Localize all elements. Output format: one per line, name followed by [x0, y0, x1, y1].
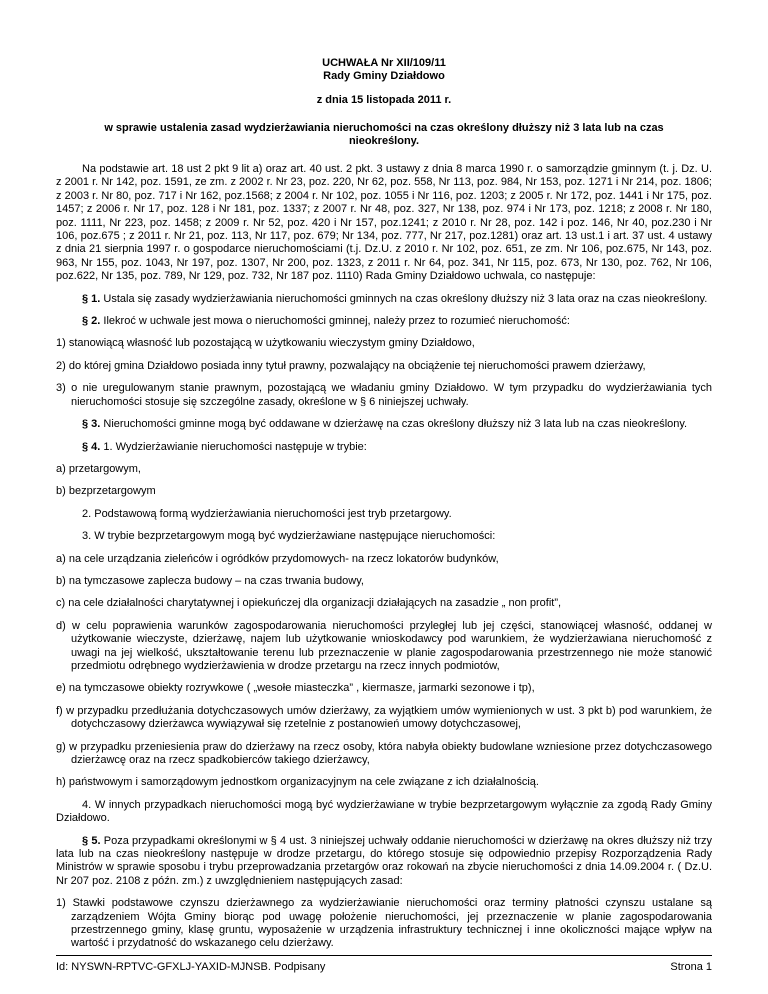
- list-item: a) na cele urządzania zieleńców i ogródków przydomowych- na rzecz lokatorów budynków,: [56, 552, 499, 565]
- council-name: Rady Gminy Działdowo: [323, 70, 445, 82]
- section-label: § 3.: [82, 418, 101, 431]
- resolution-date: z dnia 15 listopada 2011 r.: [316, 94, 452, 106]
- list-item: g) w przypadku przeniesienia praw do dzierżawy na rzecz osoby, która nabyła obiekty budowlane wzniesione przez dotychczasowego dzierżawcę oraz na rzecz spadkobierców takiego dzierżawcy,: [56, 740, 712, 766]
- section-text: Nieruchomości gminne mogą być oddawane w dzierżawę na czas określony dłuższy niż 3 lata lub na czas nieokreślony.: [100, 418, 688, 431]
- paragraph: 4. W innych przypadkach nieruchomości mogą być wydzierżawiane w trybie bezprzetargowym wyłącznie za zgodą Rady Gminy Działdowo.: [56, 798, 712, 825]
- page-number: Strona 1: [670, 961, 712, 973]
- paragraph: 3. W trybie bezprzetargowym mogą być wydzierżawiane następujące nieruchomości:: [82, 530, 496, 543]
- list-item: b) bezprzetargowym: [56, 485, 156, 498]
- list-item: b) na tymczasowe zaplecza budowy – na czas trwania budowy,: [56, 574, 364, 587]
- list-item: e) na tymczasowe obiekty rozrywkowe ( „wesołe miasteczka” , kiermasze, jarmarki sezonowe i tp),: [56, 682, 535, 695]
- resolution-title: UCHWAŁA Nr XII/109/11: [322, 57, 446, 69]
- list-item: 1) stanowiącą własność lub pozostającą w użytkowaniu wieczystym gminy Działdowo,: [56, 337, 475, 350]
- list-item: 3) o nie uregulowanym stanie prawnym, pozostającą we władaniu gminy Działdowo. W tym przypadku do wydzierżawiania tych nieruchomości stosuje się szczególne zasady, określone w § 6 niniejszej uchwały.: [56, 382, 712, 408]
- document-body: [56, 163, 712, 960]
- list-item: f) w przypadku przedłużania dotychczasowych umów dzierżawy, za wyjątkiem umów wymienionych w ust. 3 pkt b) pod warunkiem, że dotychczasowy dzierżawca wywiązywał się rzetelnie z postanowień umowy dotychczasowej,: [56, 704, 712, 731]
- section-label: § 1.: [82, 292, 101, 305]
- section-text: Poza przypadkami określonymi w § 4 ust. 3 niniejszej uchwały oddanie nieruchomości w dzierżawę na okres dłuższy niż trzy lata lub na czas nieokreślony następuje w drodze przetargu, do którego stosuje się odpowiednio przepisy Rozporządzenia Rady Ministrów w sprawie sposobu i trybu przeprowadzania przetargów oraz rokowań na zbycie nieruchomości z dnia 14.09.2004 r. ( Dz.U. Nr 207 poz. 2108 z późn. zm.) z uwzględnieniem następujących zasad:: [56, 834, 712, 887]
- section-text: Ilekroć w uchwale jest mowa o nieruchomości gminnej, należy przez to rozumieć nieruchomość:: [100, 315, 570, 328]
- section-3: [56, 418, 712, 431]
- section-5: [56, 835, 712, 889]
- resolution-subject: w sprawie ustalenia zasad wydzierżawiania nieruchomości na czas określony dłuższy niż 3 lata lub na czas nieokreślony.: [104, 122, 664, 148]
- document-id: Id: NYSWN-RPTVC-GFXLJ-YAXID-MJNSB. Podpisany: [56, 961, 326, 973]
- list-item: 2) do której gmina Działdowo posiada inny tytuł prawny, pozwalający na obciążenie tej nieruchomości prawem dzierżawy,: [56, 359, 646, 372]
- preamble: Na podstawie art. 18 ust 2 pkt 9 lit a) oraz art. 40 ust. 2 pkt. 3 ustawy z dnia 8 marca 1990 r. o samorządzie gminnym (t. j. Dz. U. z 2001 r. Nr 142, poz. 1591, ze zm. z 2002 r. Nr 23, poz. 220, Nr 62, poz. 558, Nr 113, poz. 984, Nr 153, poz. 1271 i Nr 214, poz. 1806; z 2003 r. Nr 80, poz. 717 i Nr 162, poz.1568; z 2004 r. Nr 102, poz. 1055 i Nr 116, poz. 1203; z 2005 r. Nr 172, poz. 1441 i Nr 175, poz. 1457; z 2006 r. Nr 17, poz. 128 i Nr 181, poz. 1337; z 2007 r. Nr 48, poz. 327, Nr 138, poz. 974 i Nr 173, poz. 1218; z 2008 r. Nr 180, poz. 1111, Nr 223, poz. 1458; z 2009 r. Nr 52, poz. 420 i Nr 157, poz.1241; z 2010 r. Nr 28, poz. 142 i poz. 146, Nr 40, poz.230 i Nr 106, poz.675 ; z 2011 r. Nr 21, poz. 113, Nr 117, poz. 679; Nr 134, poz. 777, Nr 217, poz.1281) oraz art. 13 ust.1 i art. 37 ust. 4 ustawy z dnia 21 sierpnia 1997 r. o gospodarce nieruchomościami (t.j. Dz.U. z 2010 r. Nr 102, poz. 651, ze zm. Nr 106, poz.675, Nr 143, poz. 963, Nr 155, poz. 1043, Nr 197, poz. 1307, Nr 200, poz. 1323, z 2011 r. Nr 64, poz. 341, Nr 115, poz. 673, Nr 130, poz. 762, Nr 106, poz.622, Nr 135, poz. 789, Nr 129, poz. 732, Nr 187 poz. 1110) Rada Gminy Działdowo uchwala, co następuje:: [56, 163, 712, 283]
- list-item: 1) Stawki podstawowe czynszu dzierżawnego za wydzierżawianie nieruchomości oraz terminy płatności czynszu ustalane są zarządzeniem Wójta Gminy biorąc pod uwagę położenie nieruchomości, jej przeznaczenie w planie zagospodarowania przestrzennego gminy, klasę gruntu, wyposażenie w urządzenia infrastruktury technicznej i inne okoliczności mające wpływ na wartość i przydatność do wskazanego celu dzierżawy.: [56, 897, 712, 950]
- list-item: d) w celu poprawienia warunków zagospodarowania nieruchomości przyległej lub jej części, stanowiącej własność, oddanej w użytkowanie wieczyste, dzierżawę, najem lub użytkowanie wnioskodawcy pod warunkiem, że wydzierżawiana nieruchomość z uwagi na jej wielkość, ukształtowanie terenu lub przeznaczenie w planie zagospodarowania przestrzennego nie może stanowić przedmiotu odrębnego wydzierżawienia w drodze przetargu na rzecz innych podmiotów,: [56, 619, 712, 672]
- list-item: a) przetargowym,: [56, 462, 141, 475]
- section-2: [56, 315, 712, 328]
- section-label: § 2.: [82, 315, 101, 328]
- section-label: § 4.: [82, 440, 101, 453]
- section-label: § 5.: [82, 834, 101, 847]
- footer-divider: [56, 955, 712, 956]
- section-4: [56, 441, 712, 454]
- section-1: [56, 293, 712, 306]
- paragraph: 2. Podstawową formą wydzierżawiania nieruchomości jest tryb przetargowy.: [82, 507, 452, 520]
- section-text: Ustala się zasady wydzierżawiania nieruchomości gminnych na czas określony dłuższy niż 3 lata oraz na czas nieokreślony.: [100, 292, 708, 305]
- list-item: h) państwowym i samorządowym jednostkom organizacyjnym na cele związane z ich działalnością.: [56, 776, 539, 789]
- list-item: c) na cele działalności charytatywnej i opiekuńczej dla organizacji działających na zasadzie „ non profit”,: [56, 597, 562, 610]
- section-text: 1. Wydzierżawianie nieruchomości następuje w trybie:: [100, 440, 367, 453]
